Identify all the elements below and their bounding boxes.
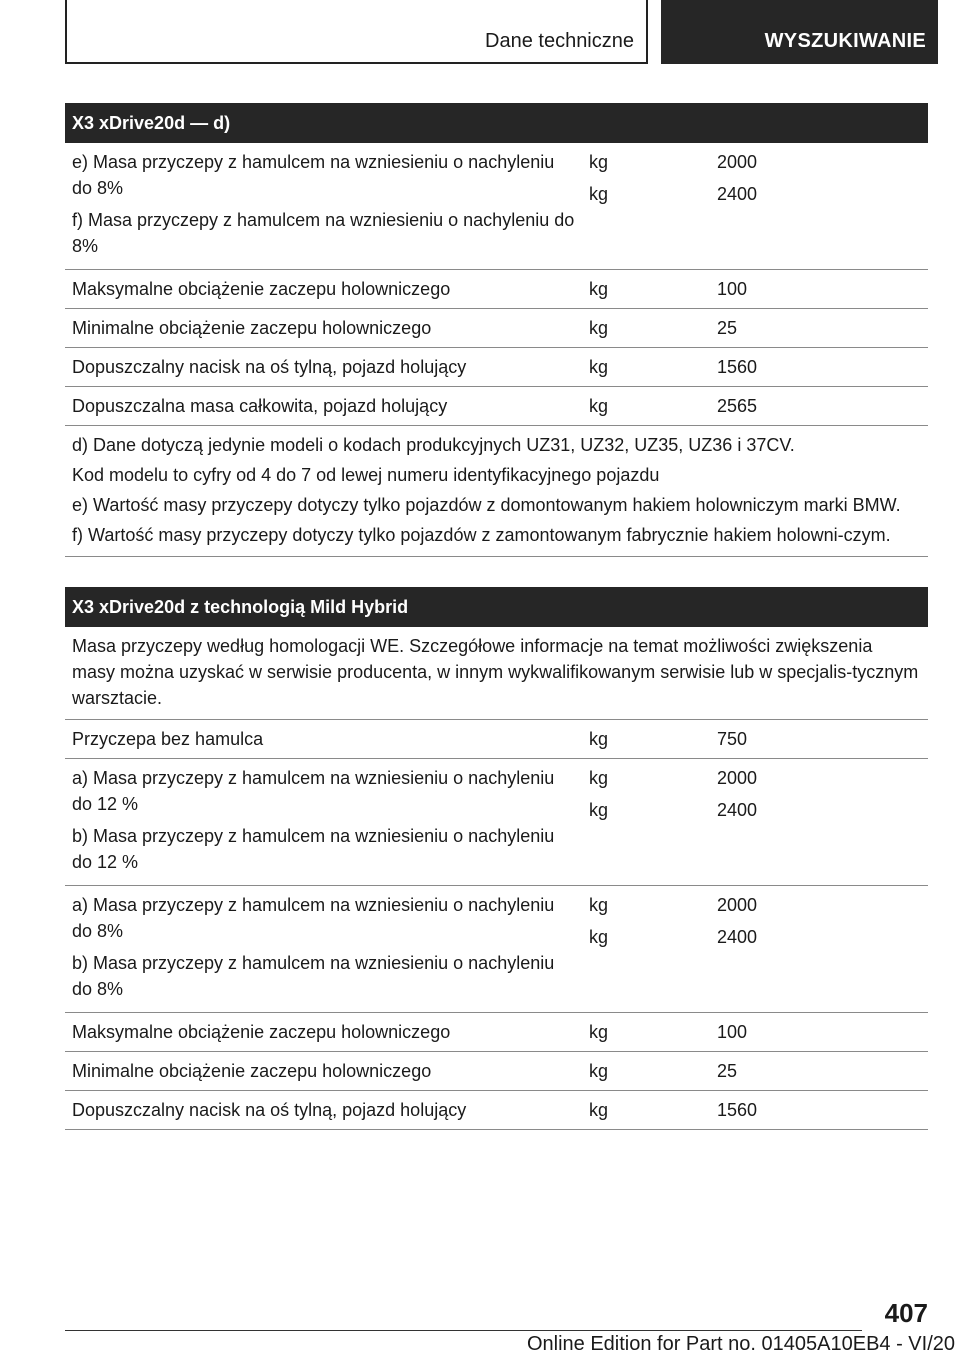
row-unit-cell: [581, 765, 711, 875]
section-title: X3 xDrive20d — d): [65, 103, 928, 143]
section-x3-xdrive20d-mild-hybrid: [65, 587, 928, 1130]
row-label: Minimalne obciążenie zaczepu holowniczego: [72, 1061, 432, 1081]
row-label: Minimalne obciążenie zaczepu holowniczego: [72, 318, 432, 338]
footnote: Kod modelu to cyfry od 4 do 7 od lewej numeru identyfikacyjnego pojazdu: [72, 465, 660, 485]
header-chapter-tab[interactable]: [65, 0, 648, 64]
row-unit: kg: [589, 357, 609, 377]
row-value: 100: [717, 1022, 748, 1042]
row-value: 2000: [717, 895, 758, 915]
footer-divider: [65, 1330, 862, 1331]
spec-table: [65, 143, 928, 557]
table-row: [65, 143, 928, 270]
row-value: 2000: [717, 152, 758, 172]
row-value: 2565: [717, 396, 758, 416]
table-row: [65, 309, 928, 348]
table-row: [65, 1091, 928, 1130]
row-unit: kg: [589, 1022, 609, 1042]
row-label: Dopuszczalny nacisk na oś tylną, pojazd holujący: [72, 357, 467, 377]
section-intro: [65, 627, 928, 720]
section-x3-xdrive20d: [65, 103, 928, 557]
row-value: 2400: [717, 800, 758, 820]
row-value: 1560: [717, 357, 758, 377]
row-label: a) Masa przyczepy z hamulcem na wzniesieniu o nachyleniu do 12 %: [72, 768, 555, 814]
row-label: b) Masa przyczepy z hamulcem na wzniesieniu o nachyleniu do 12 %: [72, 826, 555, 872]
row-label-cell: [65, 149, 581, 259]
row-value-cell: [711, 892, 928, 1002]
row-label: Przyczepa bez hamulca: [72, 729, 264, 749]
search-label: WYSZUKIWANIE: [764, 30, 926, 52]
row-value: 2000: [717, 768, 758, 788]
row-value: 2400: [717, 184, 758, 204]
row-value-cell: [711, 149, 928, 259]
row-unit-cell: [581, 892, 711, 1002]
chapter-title: Dane techniczne: [485, 30, 634, 52]
row-unit: kg: [589, 184, 609, 204]
row-unit: kg: [589, 768, 609, 788]
row-unit: kg: [589, 318, 609, 338]
table-row: [65, 886, 928, 1013]
row-label: a) Masa przyczepy z hamulcem na wzniesieniu o nachyleniu do 8%: [72, 895, 555, 941]
edition-text: Online Edition for Part no. 01405A10EB4 - VI/20: [526, 1333, 955, 1355]
table-row: [65, 759, 928, 886]
row-label: Maksymalne obciążenie zaczepu holowniczego: [72, 1022, 451, 1042]
row-value: 750: [717, 729, 748, 749]
table-row: [65, 720, 928, 759]
row-unit: kg: [589, 152, 609, 172]
spec-table: [65, 627, 928, 1130]
row-unit: kg: [589, 1100, 609, 1120]
row-label: f) Masa przyczepy z hamulcem na wzniesieniu o nachyleniu do 8%: [72, 210, 575, 256]
row-value: 1560: [717, 1100, 758, 1120]
page-content: [65, 103, 928, 1160]
row-label: e) Masa przyczepy z hamulcem na wzniesieniu o nachyleniu do 8%: [72, 152, 555, 198]
table-row: [65, 1052, 928, 1091]
row-label: Dopuszczalny nacisk na oś tylną, pojazd holujący: [72, 1100, 467, 1120]
section-title: X3 xDrive20d z technologią Mild Hybrid: [65, 587, 928, 627]
intro-text: Masa przyczepy według homologacji WE. Szczegółowe informacje na temat możliwości zwiększenia masy można uzyskać w serwisie producenta, w innym wykwalifikowanym serwisie lub w specjalis-tycznym warsztacie.: [72, 636, 919, 708]
table-row: [65, 348, 928, 387]
table-row: [65, 1013, 928, 1052]
row-label: Dopuszczalna masa całkowita, pojazd holujący: [72, 396, 448, 416]
row-unit-cell: [581, 149, 711, 259]
row-unit: kg: [589, 396, 609, 416]
footnotes: [65, 426, 928, 557]
row-label: Maksymalne obciążenie zaczepu holowniczego: [72, 279, 451, 299]
row-value: 25: [717, 318, 738, 338]
table-row: [65, 387, 928, 426]
page-number: 407: [884, 1298, 928, 1328]
row-value-cell: [711, 765, 928, 875]
row-value: 100: [717, 279, 748, 299]
row-unit: kg: [589, 800, 609, 820]
footnote: d) Dane dotyczą jedynie modeli o kodach produkcyjnych UZ31, UZ32, UZ35, UZ36 i 37CV.: [72, 435, 795, 455]
row-label: b) Masa przyczepy z hamulcem na wzniesieniu o nachyleniu do 8%: [72, 953, 555, 999]
row-unit: kg: [589, 927, 609, 947]
row-label-cell: [65, 892, 581, 1002]
row-label-cell: [65, 765, 581, 875]
table-row: [65, 270, 928, 309]
footnote: f) Wartość masy przyczepy dotyczy tylko pojazdów z zamontowanym fabrycznie hakiem holowni-czym.: [72, 525, 891, 545]
row-unit: kg: [589, 1061, 609, 1081]
row-value: 2400: [717, 927, 758, 947]
row-unit: kg: [589, 729, 609, 749]
search-button[interactable]: [661, 0, 938, 64]
row-unit: kg: [589, 895, 609, 915]
row-unit: kg: [589, 279, 609, 299]
footnote: e) Wartość masy przyczepy dotyczy tylko pojazdów z domontowanym hakiem holowniczym marki BMW.: [72, 495, 901, 515]
row-value: 25: [717, 1061, 738, 1081]
